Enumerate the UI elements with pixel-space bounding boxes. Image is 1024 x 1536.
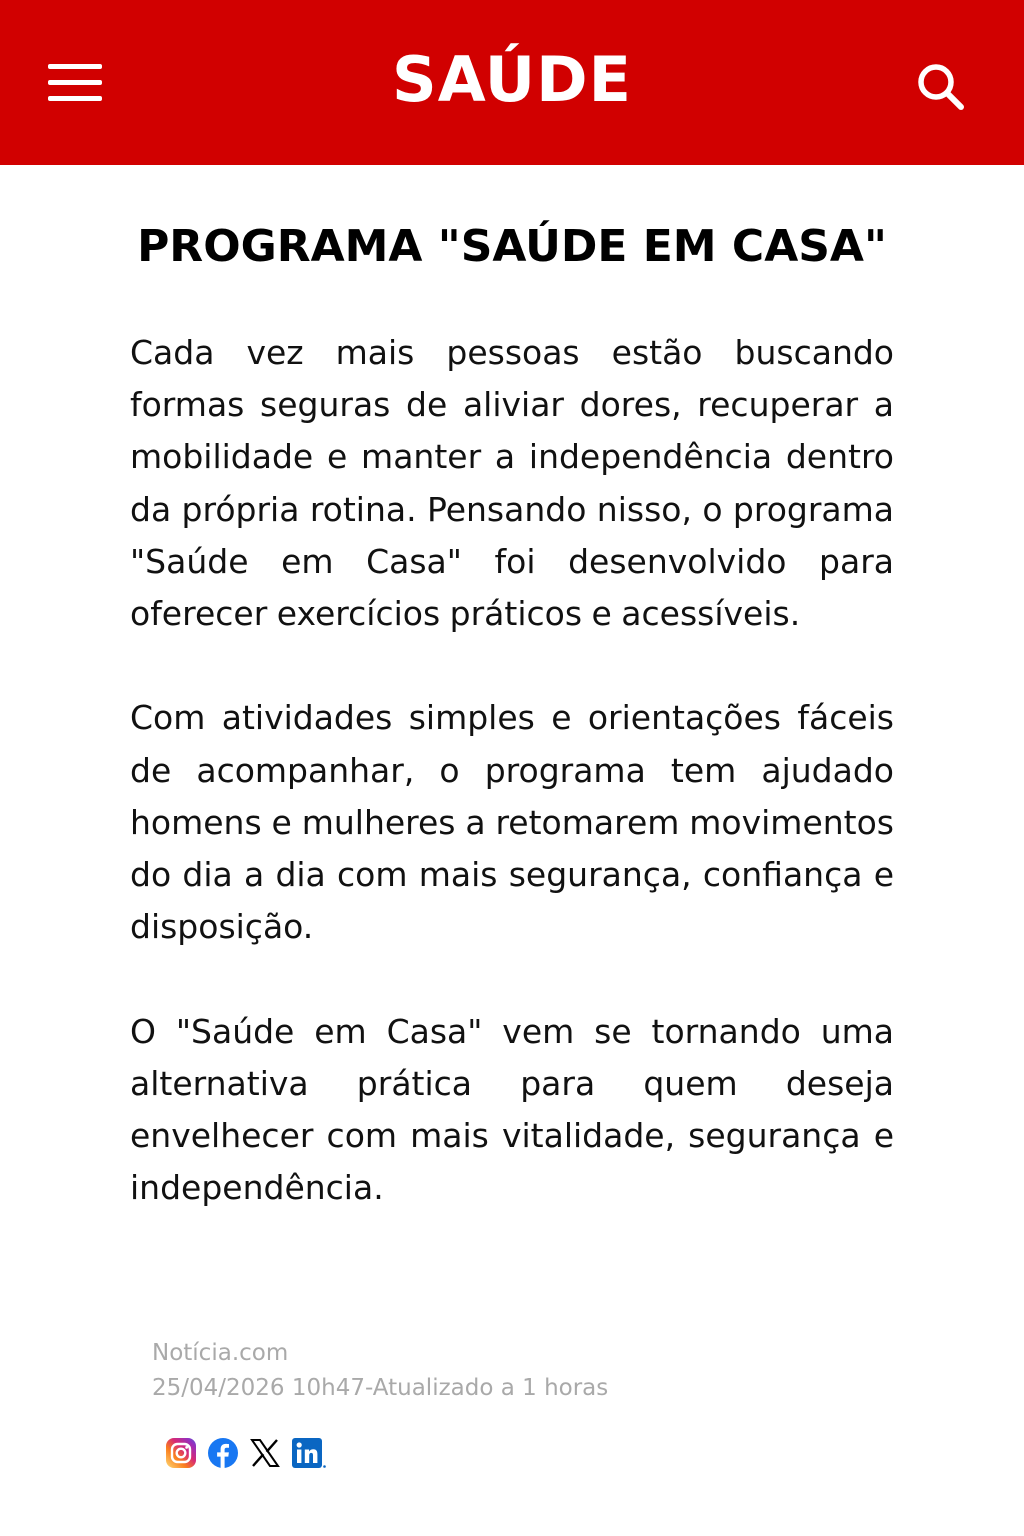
date-label: 25/04/2026 10h47-Atualizado a 1 horas bbox=[152, 1375, 609, 1401]
article-body bbox=[130, 327, 894, 1214]
social-share-bar bbox=[165, 1436, 337, 1470]
top-header bbox=[0, 0, 1024, 165]
article-meta bbox=[152, 1336, 608, 1406]
linkedin-icon[interactable] bbox=[291, 1437, 327, 1469]
search-button[interactable] bbox=[912, 58, 968, 114]
article-title: PROGRAMA "SAÚDE EM CASA" bbox=[137, 221, 887, 272]
facebook-icon[interactable] bbox=[207, 1437, 239, 1469]
instagram-icon[interactable] bbox=[165, 1437, 197, 1469]
x-icon[interactable] bbox=[249, 1437, 281, 1469]
search-icon bbox=[912, 58, 968, 114]
article-paragraph: O "Saúde em Casa" vem se tornando uma alternativa prática para quem deseja envelhecer com mais vitalidade, segurança e independência. bbox=[130, 1011, 894, 1208]
article-paragraph: Com atividades simples e orientações fáceis de acompanhar, o programa tem ajudado homens e mulheres a retomarem movimentos do dia a dia com mais segurança, confiança e disposição. bbox=[130, 698, 894, 947]
source-label: Notícia.com bbox=[152, 1340, 289, 1366]
article-paragraph: Cada vez mais pessoas estão buscando formas seguras de aliviar dores, recuperar a mobilidade e manter a independência dentro da própria rotina. Pensando nisso, o programa "Saúde em Casa" foi desenvolvido para oferecer exercícios práticos e acessíveis. bbox=[130, 333, 894, 634]
site-logo[interactable]: SAÚDE bbox=[392, 43, 632, 116]
